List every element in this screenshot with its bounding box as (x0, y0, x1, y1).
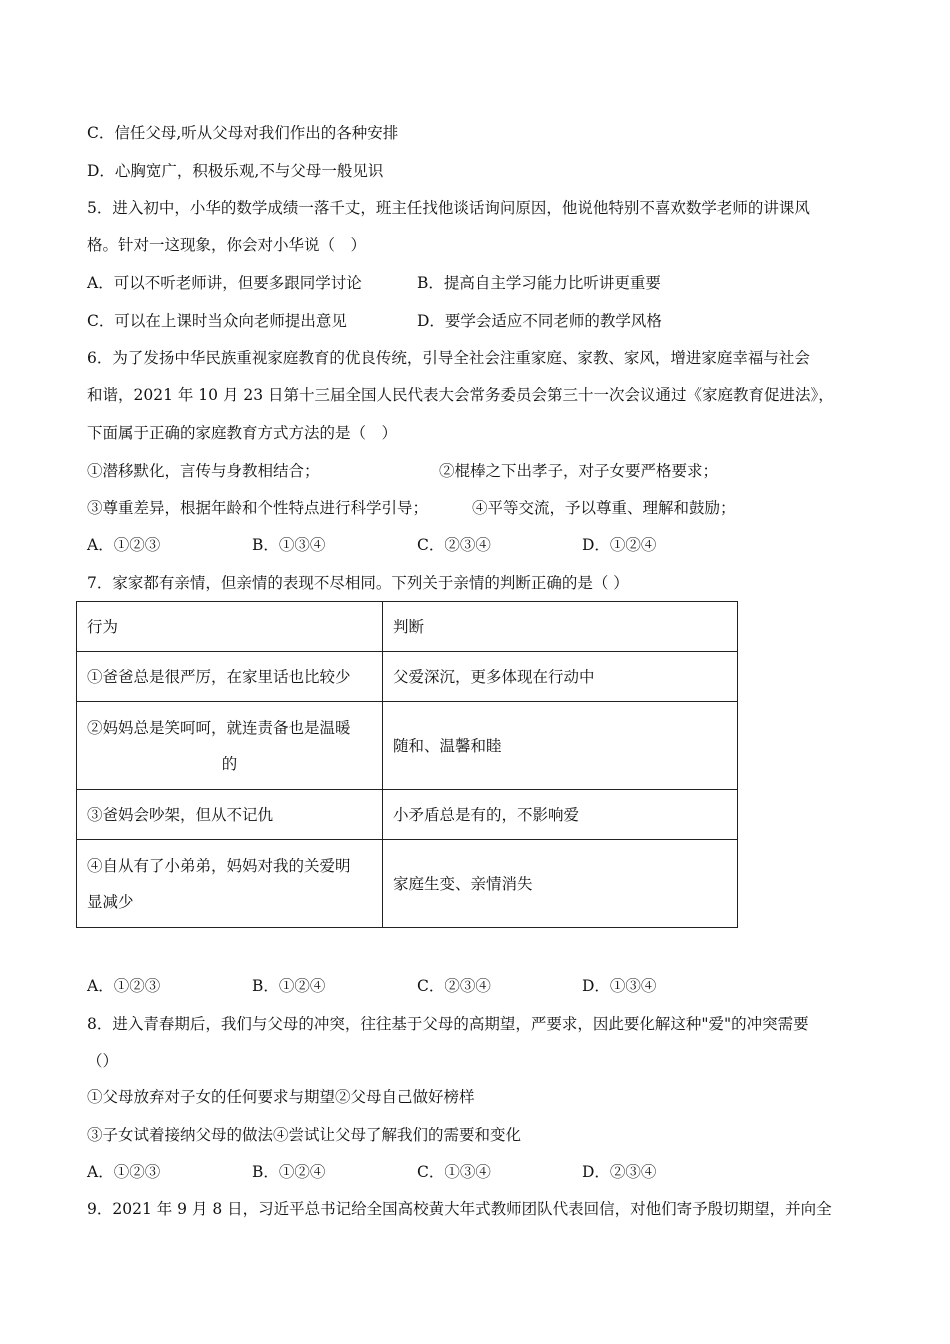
q6-option-c: C．②③④ (417, 536, 491, 554)
q8-items-1-2: ①父母放弃对子女的任何要求与期望②父母自己做好榜样 (87, 1088, 475, 1106)
q7-stem: 7．家家都有亲情，但亲情的表现不尽相同。下列关于亲情的判断正确的是（ ） (87, 574, 629, 592)
table-cell-behavior-text: ④自从有了小弟弟，妈妈对我的关爱明 (87, 856, 351, 875)
q6-stem-line2: 和谐，2021 年 10 月 23 日第十三届全国人民代表大会常务委员会第三十一次会议通过《家庭教育促进法》， (87, 386, 834, 404)
q5-option-c: C．可以在上课时当众向老师提出意见 (87, 312, 347, 330)
q6-option-a: A．①②③ (87, 536, 161, 554)
q7-judgement-table (76, 601, 738, 928)
q7-option-d: D．①③④ (582, 977, 657, 995)
q7-option-a: A．①②③ (87, 977, 161, 995)
table-cell-behavior-cont: 显减少 (87, 892, 134, 911)
q6-item-3: ③尊重差异，根据年龄和个性特点进行科学引导； (87, 499, 429, 517)
q6-item-4: ④平等交流，予以尊重、理解和鼓励； (472, 499, 736, 517)
q5-stem-line2: 格。针对一这现象，你会对小华说（ ） (87, 236, 367, 254)
q8-option-b: B．①②④ (252, 1163, 326, 1181)
table-header-judgement: 判断 (383, 602, 738, 652)
q5-stem-line1: 5．进入初中，小华的数学成绩一落千丈，班主任找他谈话询问原因，他说他特别不喜欢数学老师的讲课风 (87, 199, 810, 217)
q6-item-2: ②棍棒之下出孝子，对子女要严格要求； (439, 462, 719, 480)
q6-option-d: D．①②④ (582, 536, 657, 554)
q8-option-c: C．①③④ (417, 1163, 491, 1181)
table-cell-behavior-cont: 的 (221, 754, 238, 773)
table-cell-judgement: 父爱深沉，更多体现在行动中 (383, 652, 738, 702)
q9-stem-line1: 9．2021 年 9 月 8 日，习近平总书记给全国高校黄大年式教师团队代表回信，对他们寄予殷切期望，并向全 (87, 1200, 832, 1218)
table-header-row (77, 602, 738, 652)
table-row (77, 840, 738, 928)
table-row (77, 790, 738, 840)
q6-item-1: ①潜移默化，言传与身教相结合； (87, 462, 320, 480)
table-row (77, 652, 738, 702)
q8-stem-line1: 8．进入青春期后，我们与父母的冲突，往往基于父母的高期望，严要求，因此要化解这种"爱"的冲突需要 (87, 1015, 809, 1033)
table-cell-behavior (77, 702, 383, 790)
q7-option-c: C．②③④ (417, 977, 491, 995)
table-cell-behavior: ①爸爸总是很严厉，在家里话也比较少 (77, 652, 383, 702)
table-cell-behavior (77, 840, 383, 928)
q7-option-b: B．①②④ (252, 977, 326, 995)
q6-option-b: B．①③④ (252, 536, 326, 554)
q5-option-b: B．提高自主学习能力比听讲更重要 (417, 274, 661, 292)
table-cell-judgement: 家庭生变、亲情消失 (383, 840, 738, 928)
q4-option-c: C．信任父母,听从父母对我们作出的各种安排 (87, 124, 399, 142)
q5-option-a: A．可以不听老师讲，但要多跟同学讨论 (87, 274, 362, 292)
table-header-behavior: 行为 (77, 602, 383, 652)
q5-option-d: D．要学会适应不同老师的教学风格 (417, 312, 662, 330)
q8-items-3-4: ③子女试着接纳父母的做法④尝试让父母了解我们的需要和变化 (87, 1126, 522, 1144)
q6-stem-line3: 下面属于正确的家庭教育方式方法的是（ ） (87, 424, 398, 442)
q8-stem-line2: （） (87, 1052, 119, 1070)
table-cell-behavior-text: ②妈妈总是笑呵呵，就连责备也是温暖 (87, 718, 351, 737)
table-cell-judgement: 随和、温馨和睦 (383, 702, 738, 790)
table-cell-behavior: ③爸妈会吵架，但从不记仇 (77, 790, 383, 840)
q4-option-d: D．心胸宽广，积极乐观,不与父母一般见识 (87, 162, 384, 180)
table-cell-judgement: 小矛盾总是有的，不影响爱 (383, 790, 738, 840)
q6-stem-line1: 6．为了发扬中华民族重视家庭教育的优良传统，引导全社会注重家庭、家教、家风，增进家庭幸福与社会 (87, 349, 810, 367)
q8-option-d: D．②③④ (582, 1163, 657, 1181)
q8-option-a: A．①②③ (87, 1163, 161, 1181)
table-row (77, 702, 738, 790)
